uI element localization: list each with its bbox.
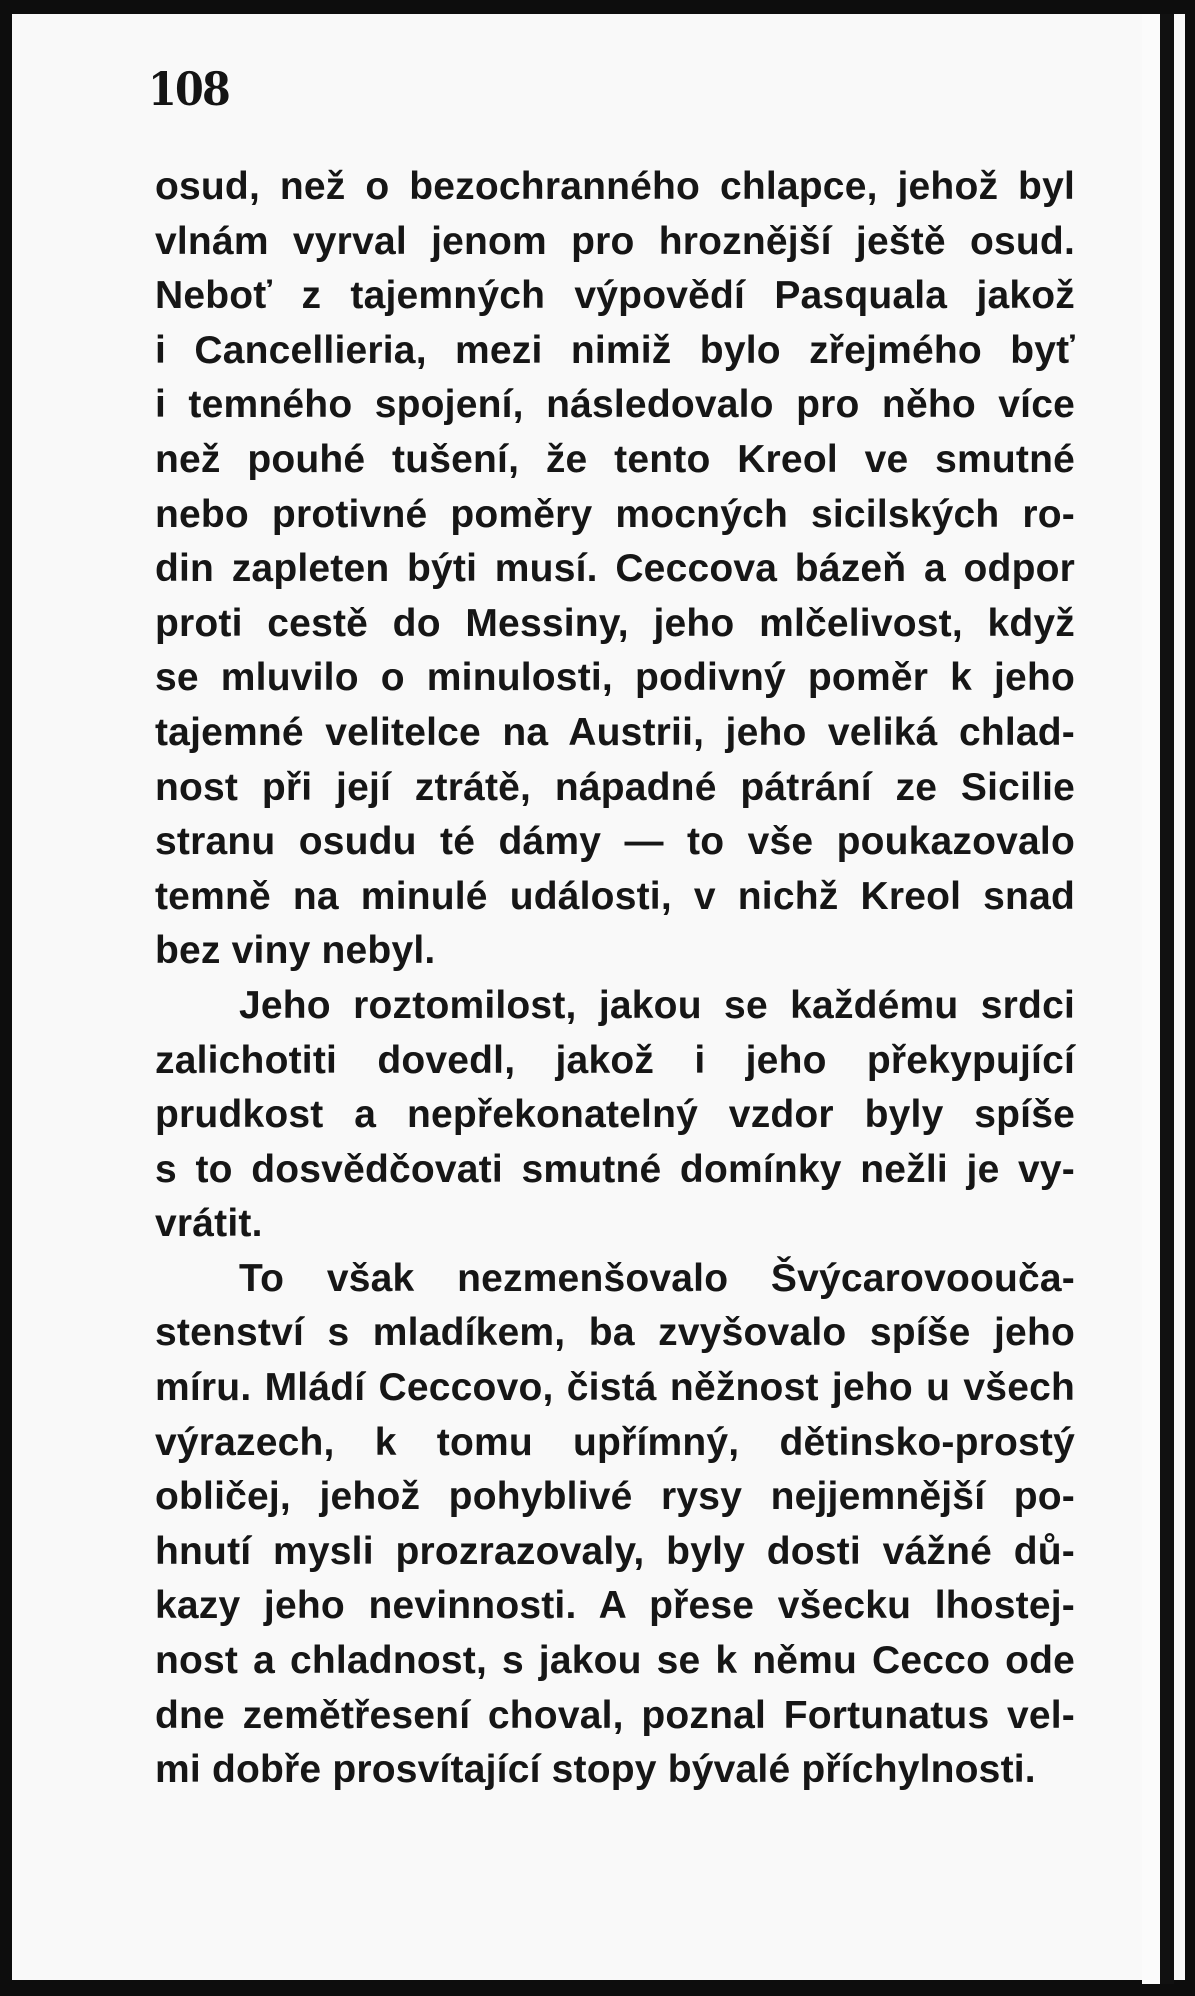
text-line: proti cestě do Messiny, jeho mlčelivost, když xyxy=(155,601,1075,645)
text-line: Neboť z tajemných výpovědí Pasquala jakož xyxy=(155,274,1075,318)
spine-edge xyxy=(1160,14,1174,1984)
text-line: zalichotiti dovedl, jakož i jeho překypující xyxy=(155,1038,1075,1082)
text-line: dne zemětřesení choval, poznal Fortunatus vel- xyxy=(155,1693,1075,1737)
text-line: Jeho roztomilost, jakou se každému srdci xyxy=(239,983,1075,1027)
text-line: mi dobře prosvítající stopy bývalé příchylnosti. xyxy=(155,1748,1036,1792)
text-line: kazy jeho nevinnosti. A přese všecku lhostej- xyxy=(155,1584,1075,1628)
text-line: vlnám vyrval jenom pro hroznější ještě osud. xyxy=(155,219,1075,263)
body-text xyxy=(155,160,1075,1798)
text-line: se mluvilo o minulosti, podivný poměr k jeho xyxy=(155,656,1075,700)
text-line: prudkost a nepřekonatelný vzdor byly spíše xyxy=(155,1093,1075,1137)
text-line: din zapleten býti musí. Ceccova bázeň a odpor xyxy=(155,547,1075,591)
text-line: bez viny nebyl. xyxy=(155,929,436,973)
text-line: obličej, jehož pohyblivé rysy nejjemnější po- xyxy=(155,1475,1075,1519)
text-line: s to dosvědčovati smutné domínky nežli je vy- xyxy=(155,1147,1075,1191)
text-line: míru. Mládí Ceccovo, čistá něžnost jeho u všech xyxy=(155,1366,1075,1410)
text-line: nebo protivné poměry mocných sicilských ro- xyxy=(155,492,1075,536)
text-line: i Cancellieria, mezi nimiž bylo zřejmého byť xyxy=(155,328,1075,372)
text-line: nost při její ztrátě, nápadné pátrání ze Sicilie xyxy=(155,765,1075,809)
page-gutter xyxy=(1142,14,1160,1984)
text-line: tajemné velitelce na Austrii, jeho veliká chlad- xyxy=(155,710,1075,754)
page-number: 108 xyxy=(148,62,230,116)
text-line: výrazech, k tomu upřímný, dětinsko-prostý xyxy=(155,1420,1075,1464)
text-line: hnutí mysli prozrazovaly, byly dosti vážné dů- xyxy=(155,1529,1075,1573)
text-line: stenství s mladíkem, ba zvyšovalo spíše jeho xyxy=(155,1311,1075,1355)
text-line: nost a chladnost, s jakou se k němu Cecco ode xyxy=(155,1639,1075,1683)
text-line: i temného spojení, následovalo pro něho více xyxy=(155,383,1075,427)
text-line: stranu osudu té dámy — to vše poukazovalo xyxy=(155,820,1075,864)
text-line: To však nezmenšovalo Švýcarovoouča- xyxy=(239,1256,1075,1300)
text-line: temně na minulé události, v nichž Kreol snad xyxy=(155,874,1075,918)
text-line: než pouhé tušení, že tento Kreol ve smutné xyxy=(155,437,1075,481)
text-line: osud, než o bezochranného chlapce, jehož byl xyxy=(155,165,1075,208)
text-line: vrátit. xyxy=(155,1202,263,1246)
